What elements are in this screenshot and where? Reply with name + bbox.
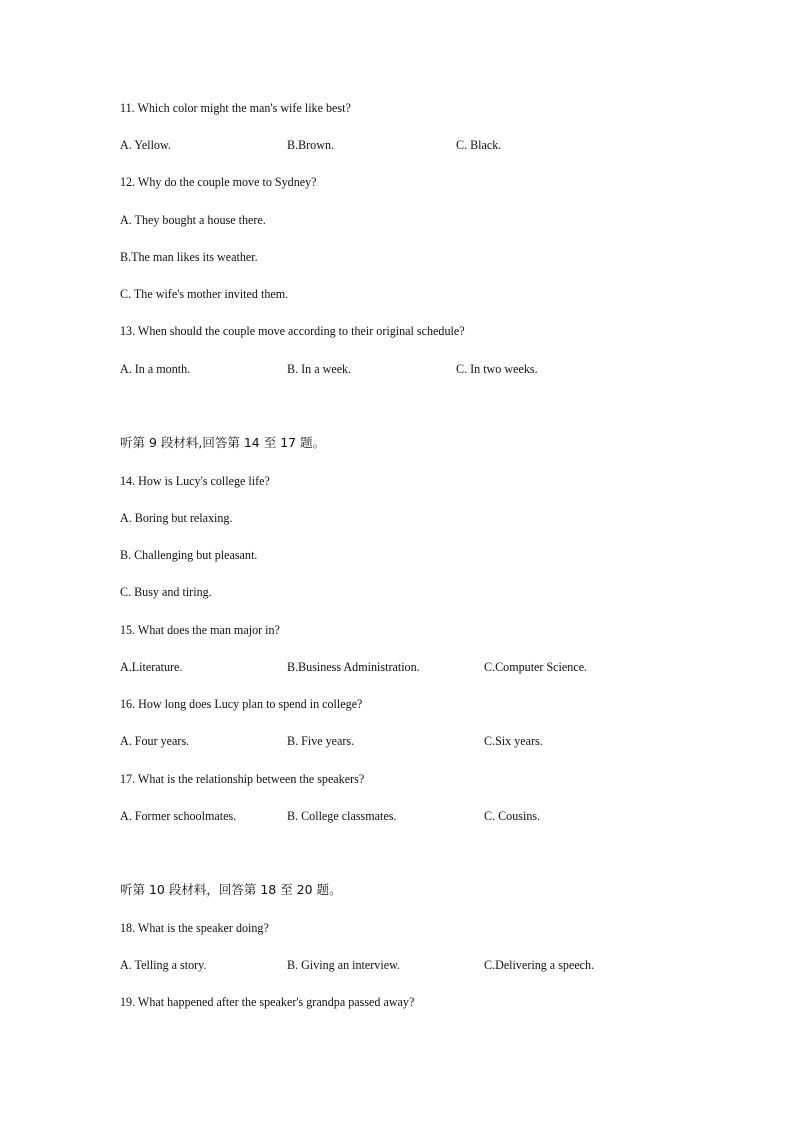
q15-option-c: C.Computer Science. [484, 659, 588, 674]
question-12: 12. Why do the couple move to Sydney? [120, 174, 317, 189]
q14-option-b: B. Challenging but pleasant. [120, 547, 258, 562]
question-14: 14. How is Lucy's college life? [120, 473, 270, 488]
q13-option-b: B. In a week. [287, 361, 352, 376]
q11-option-c: C. Black. [456, 137, 502, 152]
q11-option-b: B.Brown. [287, 137, 335, 152]
q11-option-a: A. Yellow. [120, 137, 171, 152]
q12-option-c: C. The wife's mother invited them. [120, 286, 289, 301]
question-13: 13. When should the couple move according to their original schedule? [120, 323, 465, 338]
q14-option-c: C. Busy and tiring. [120, 584, 212, 599]
q12-option-b: B.The man likes its weather. [120, 249, 258, 264]
q13-option-c: C. In two weeks. [456, 361, 538, 376]
q16-option-b: B. Five years. [287, 733, 355, 748]
q18-option-a: A. Telling a story. [120, 957, 207, 972]
q18-option-b: B. Giving an interview. [287, 957, 401, 972]
section-10-heading: 听第 10 段材料，回答第 18 至 20 题。 [120, 882, 342, 897]
question-15: 15. What does the man major in? [120, 622, 280, 637]
q15-option-b: B.Business Administration. [287, 659, 420, 674]
q16-option-c: C.Six years. [484, 733, 543, 748]
q17-option-b: B. College classmates. [287, 808, 397, 823]
question-18: 18. What is the speaker doing? [120, 920, 269, 935]
q14-option-a: A. Boring but relaxing. [120, 510, 233, 525]
q18-option-c: C.Delivering a speech. [484, 957, 595, 972]
q17-option-a: A. Former schoolmates. [120, 808, 237, 823]
question-11: 11. Which color might the man's wife like best? [120, 100, 351, 115]
question-17: 17. What is the relationship between the speakers? [120, 771, 365, 786]
q15-option-a: A.Literature. [120, 659, 183, 674]
question-19: 19. What happened after the speaker's grandpa passed away? [120, 994, 415, 1009]
q17-option-c: C. Cousins. [484, 808, 541, 823]
section-9-heading: 听第 9 段材料,回答第 14 至 17 题。 [120, 435, 326, 450]
q13-option-a: A. In a month. [120, 361, 191, 376]
q12-option-a: A. They bought a house there. [120, 212, 266, 227]
question-16: 16. How long does Lucy plan to spend in college? [120, 696, 363, 711]
q16-option-a: A. Four years. [120, 733, 190, 748]
